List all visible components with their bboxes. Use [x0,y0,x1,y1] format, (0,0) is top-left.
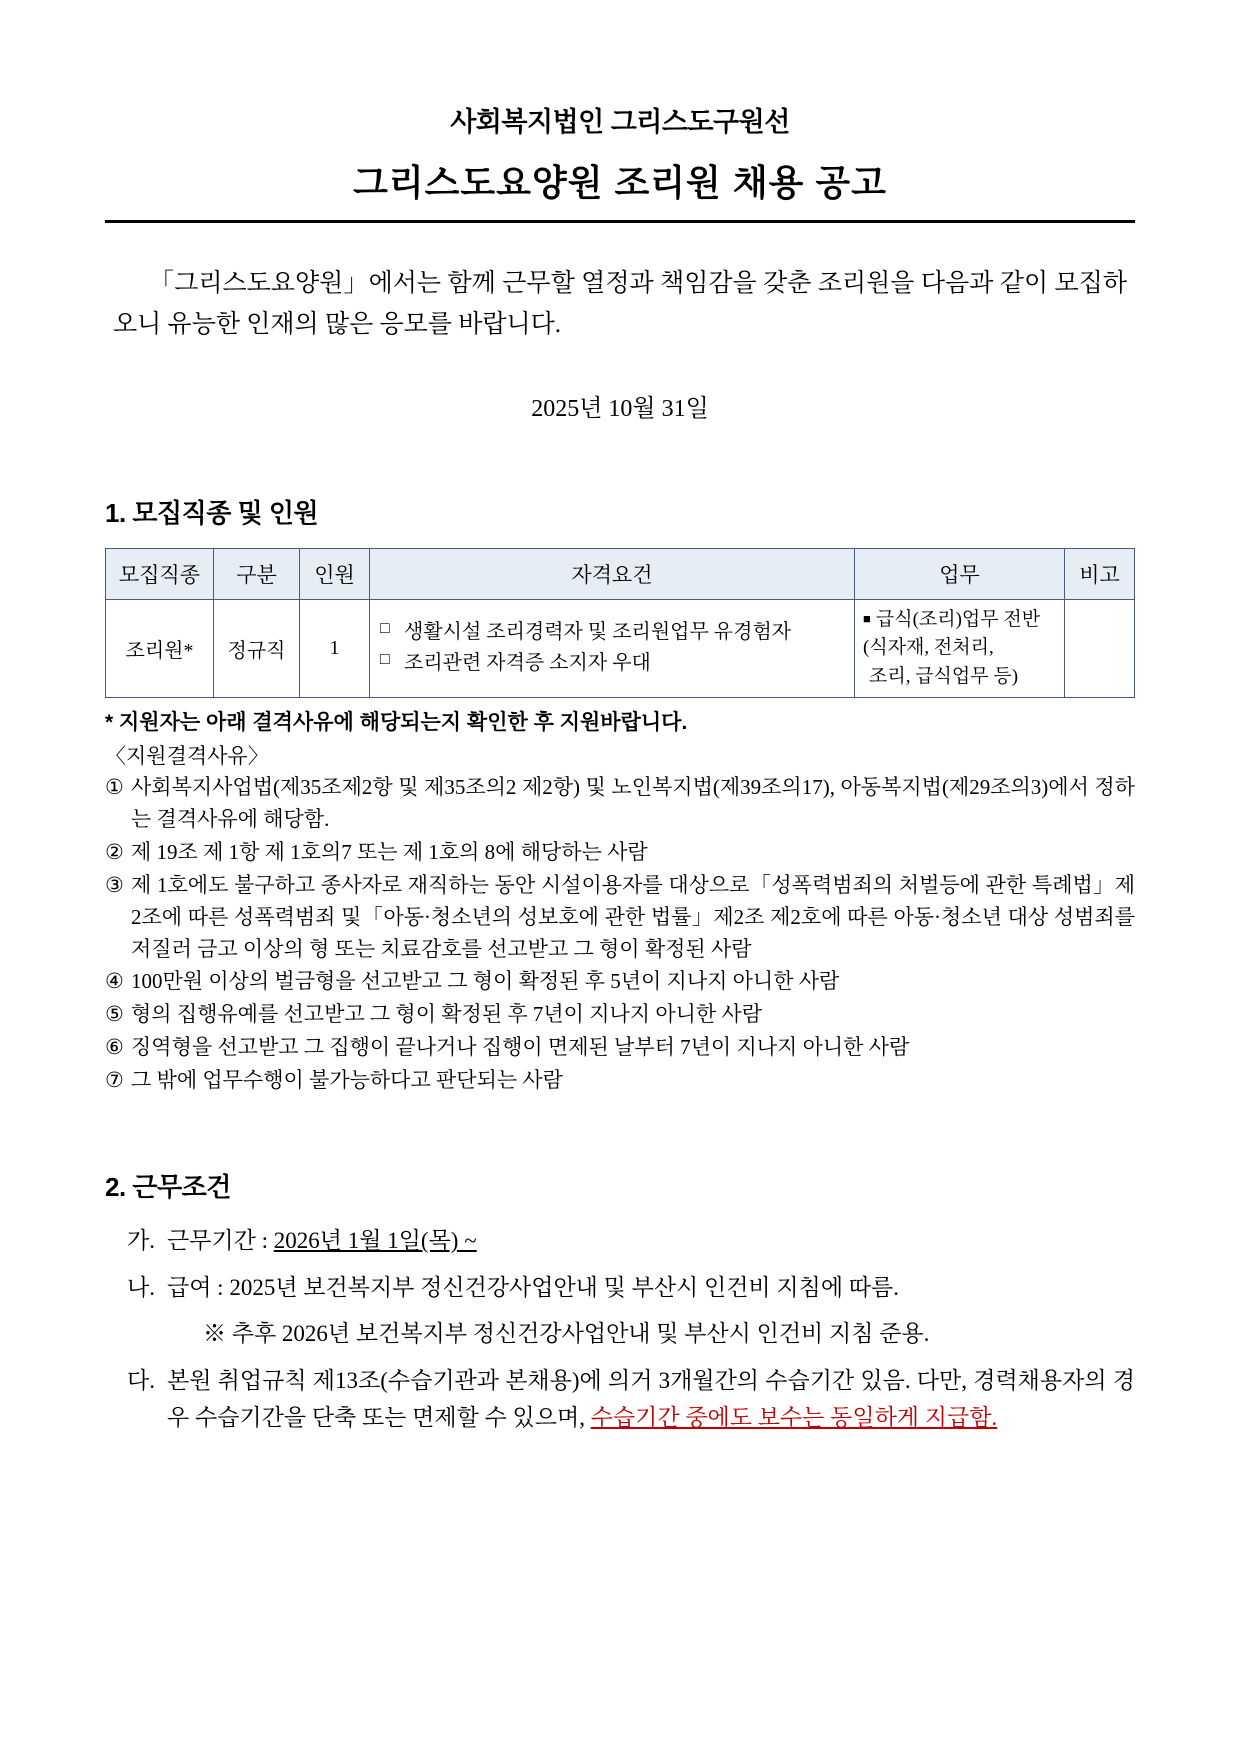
duty-line: (식자재, 전처리, [863,637,994,658]
section1-heading: 1. 모집직종 및 인원 [105,497,319,528]
title-divider [105,220,1135,223]
column-header-duty: 업무 [855,548,1065,599]
disqualification-list [105,772,1135,1097]
table-row [106,599,1135,698]
cell-duty [855,599,1065,698]
page-title: 그리스도요양원 조리원 채용 공고 [353,162,887,203]
list-text: 사회복지사업법(제35조제2항 및 제35조의2 제2항) 및 노인복지법(제39조의17), 아동복지법(제29조의3)에서 정하는 결격사유에 해당함. [131,775,1135,831]
list-item [105,1065,1135,1097]
condition-period-value: 2026년 1월 1일(목) ~ [273,1228,477,1254]
list-text: 징역형을 선고받고 그 집행이 끝나거나 집행이 면제된 날부터 7년이 지나지 아니한 사람 [131,1035,910,1060]
applicant-star-note: * 지원자는 아래 결격사유에 해당되는지 확인한 후 지원바랍니다. [105,711,688,734]
list-text: 형의 집행유예를 선고받고 그 형이 확정된 후 7년이 지나지 아니한 사람 [131,1002,763,1027]
work-condition-list [105,1222,1135,1436]
column-header-note: 비고 [1065,548,1135,599]
list-marker: ③ [105,872,124,897]
condition-text: 본원 취업규칙 제13조(수습기관과 본채용)에 의거 3개월간의 수습기간 있음. 다만, 경력채용자의 경우 수습기간을 단축 또는 면제할 수 있으며, [167,1367,1135,1431]
document-header [105,100,1135,206]
cell-count: 1 [300,599,370,698]
cell-type: 정규직 [214,599,300,698]
notice-date: 2025년 10월 31일 [531,395,709,422]
condition-label: 근무기간 : [167,1228,274,1254]
list-marker: ⑥ [105,1035,124,1060]
cell-note [1065,599,1135,698]
list-item [105,966,1135,998]
list-text: 그 밖에 업무수행이 불가능하다고 판단되는 사람 [131,1068,563,1093]
condition-item-probation [127,1362,1135,1437]
duty-line: 조리, 급식업무 등) [869,665,1019,687]
section-recruitment [105,493,1135,1098]
section-work-conditions [105,1167,1135,1436]
list-marker: 다. [127,1367,155,1393]
disqualification-title: 〈지원결격사유〉 [105,744,269,768]
condition-highlight: 수습기간 중에도 보수는 동일하게 지급함. [590,1405,998,1431]
list-item [105,837,1135,869]
list-marker: ⑦ [105,1068,124,1093]
list-item [105,999,1135,1031]
condition-sub-note: ※ 추후 2026년 보건복지부 정신건강사업안내 및 부산시 인건비 지침 준용. [203,1320,930,1346]
intro-text: 「그리스도요양원」에서는 함께 근무할 열정과 책임감을 갖춘 조리원을 다음과 같이 모집하오니 유능한 인재의 많은 응모를 바랍니다. [113,270,1127,339]
cell-qualification [370,599,855,698]
condition-item-period [127,1222,1135,1259]
column-header-job: 모집직종 [106,548,214,599]
list-marker: ① [105,775,124,799]
list-item [105,870,1135,966]
duty-line: ■ 급식(조리)업무 전반 [863,606,1056,635]
intro-paragraph [105,263,1135,346]
list-item [105,772,1135,836]
list-marker: ② [105,839,124,864]
organization-name: 사회복지법인 그리스도구원선 [450,107,790,137]
section2-heading: 2. 근무조건 [105,1172,231,1203]
condition-label: 급여 : 2025년 보건복지부 정신건강사업안내 및 부산시 인건비 지침에 따름. [167,1275,899,1301]
condition-item-salary [127,1269,1135,1352]
list-marker: 가. [127,1228,155,1254]
list-text: 제 19조 제 1항 제 1호의7 또는 제 1호의 8에 해당하는 사람 [131,839,648,864]
list-item [105,1032,1135,1064]
recruitment-table [105,548,1135,699]
qualification-item: □ 조리관련 자격증 소지자 우대 [378,648,846,679]
qualification-item: □ 생활시설 조리경력자 및 조리원업무 유경험자 [378,617,846,648]
cell-job: 조리원* [106,599,214,698]
list-marker: 나. [127,1275,155,1301]
list-text: 제 1호에도 불구하고 종사자로 재직하는 동안 시설이용자를 대상으로「성폭력범죄의 처벌등에 관한 특례법」제 2조에 따른 성폭력범죄 및「아동·청소년의 성보호에 관한 법률」제2조 제2호에 따른 아동·청소년 대상 성범죄를 저질러 금고 이상의 형 또는 치료감호를 선고받고 그 형이 확정된 사람 [131,872,1135,961]
column-header-count: 인원 [300,548,370,599]
table-header-row [106,548,1135,599]
list-marker: ⑤ [105,1002,124,1027]
column-header-qualification: 자격요건 [370,548,855,599]
column-header-type: 구분 [214,548,300,599]
list-text: 100만원 이상의 벌금형을 선고받고 그 형이 확정된 후 5년이 지나지 아니한 사람 [131,969,840,994]
list-marker: ④ [105,969,124,994]
